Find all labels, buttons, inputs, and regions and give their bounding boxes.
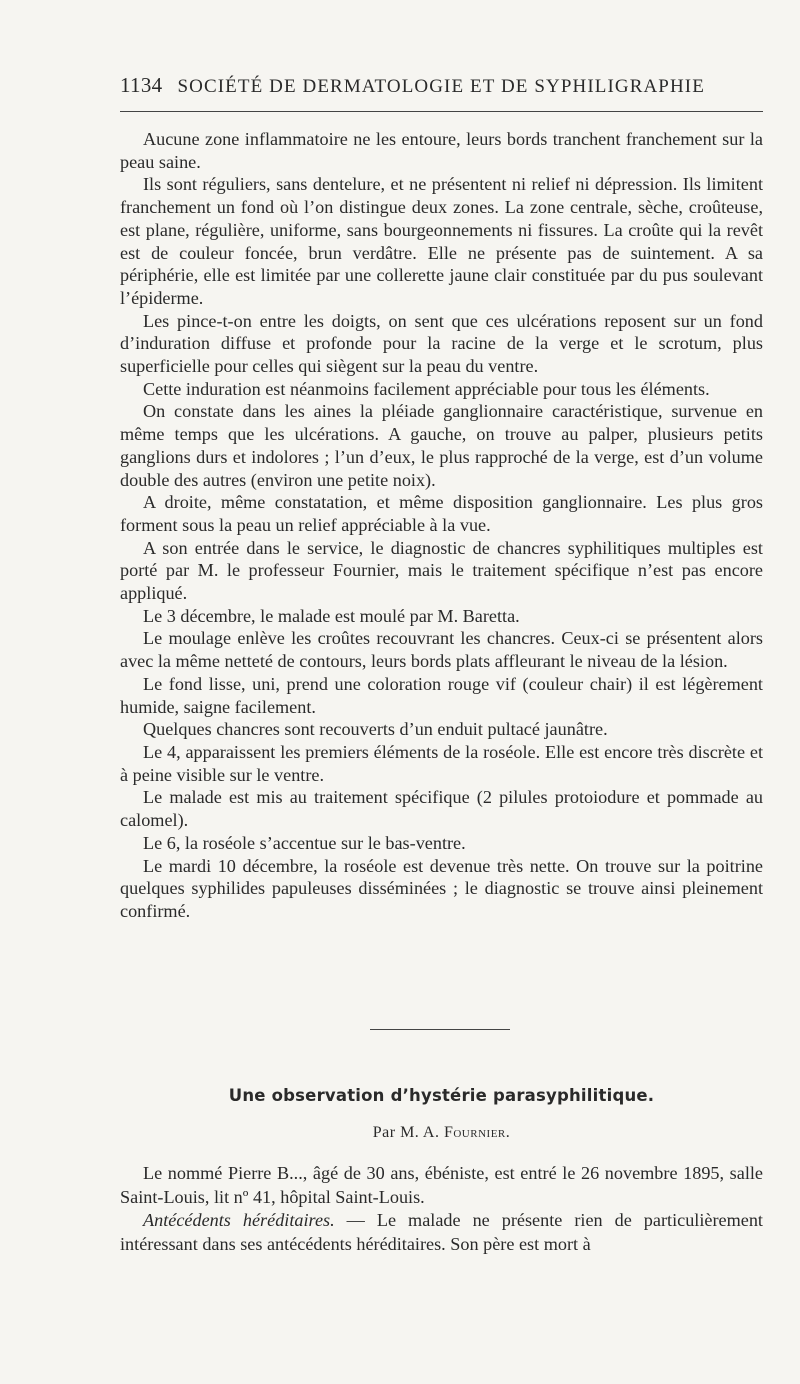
paragraph: Les pince-t-on entre les doigts, on sent que ces ulcérations reposent sur un fond d’induration diffuse et profonde pour la racine de la verge et le scrotum, plus superficielle pour celles qui siègent sur la peau du ventre. <box>120 310 763 377</box>
article-author <box>120 1124 763 1142</box>
paragraph: Le 6, la roséole s’accentue sur le bas-ventre. <box>143 832 466 853</box>
paragraph: Le malade est mis au traitement spécifique (2 pilules protoiodure et pommade au calomel). <box>120 787 763 831</box>
article-title: Une observation d’hystérie parasyphilitique. <box>228 1086 655 1105</box>
section-separator <box>370 1029 510 1030</box>
paragraph: Le 3 décembre, le malade est moulé par M. Baretta. <box>143 605 520 626</box>
paragraph: Le fond lisse, uni, prend une coloration rouge vif (couleur chair) il est légèrement humide, saigne facilement. <box>120 673 763 717</box>
paragraph: Quelques chancres sont recouverts d’un enduit pultacé jaunâtre. <box>143 719 608 740</box>
author-prefix: Par M. A. <box>372 1124 440 1141</box>
paragraph-text: — Le malade ne présente rien de particulièrement intéressant dans ses antécédents héréditaires. Son père est mort à <box>120 1210 763 1254</box>
page-number: 1134 <box>120 73 163 97</box>
paragraph: Le mardi 10 décembre, la roséole est devenue très nette. On trouve sur la poitrine quelques syphilides papuleuses disséminées ; le diagnostic se trouve ainsi pleinement confirmé. <box>120 855 763 921</box>
paragraph: Le nommé Pierre B..., âgé de 30 ans, ébéniste, est entré le 26 novembre 1895, salle Saint-Louis, lit nº 41, hôpital Saint-Louis. <box>120 1163 763 1207</box>
section-heading-italic: Antécédents héréditaires. <box>143 1210 335 1230</box>
paragraph <box>120 1209 763 1256</box>
paragraph: A droite, même constatation, et même disposition ganglionnaire. Les plus gros forment sous la peau un relief appréciable à la vue. <box>120 492 763 535</box>
paragraph: On constate dans les aines la pléiade ganglionnaire caractéristique, survenue en même temps que les ulcérations. A gauche, on trouve au palper, plusieurs petits ganglions durs et indolores ; l’un d’eux, le plus rapproché de la verge, est d’un volume double des autres (environ une petite noix). <box>120 401 763 490</box>
paragraph: Ils sont réguliers, sans dentelure, et ne présentent ni relief ni dépression. Ils limitent franchement un fond où l’on distingue deux zones. La zone centrale, sèche, croûteuse, est plane, régulière, uniforme, sans bourgeonnements ni fissures. La croûte qui la revêt est de couleur foncée, brun verdâtre. Elle ne présente pas de suintement. A sa périphérie, elle est limitée par une collerette jaune clair constituée par du pus soulevant l’épiderme. <box>120 174 763 308</box>
article-body <box>120 1162 763 1256</box>
paragraph: Le moulage enlève les croûtes recouvrant les chancres. Ceux-ci se présentent alors avec la même netteté de contours, leurs bords plats affleurant le niveau de la lésion. <box>120 628 763 672</box>
author-name: Fournier. <box>443 1124 511 1141</box>
header-rule <box>120 111 763 112</box>
paragraph: Le 4, apparaissent les premiers éléments de la roséole. Elle est encore très discrète et à peine visible sur le ventre. <box>120 741 763 785</box>
running-title: SOCIÉTÉ DE DERMATOLOGIE ET DE SYPHILIGRAPHIE <box>177 76 705 97</box>
paragraph: Aucune zone inflammatoire ne les entoure, leurs bords tranchent franchement sur la peau saine. <box>120 129 763 172</box>
case-report-body <box>120 128 763 923</box>
paragraph: A son entrée dans le service, le diagnostic de chancres syphilitiques multiples est porté par M. le professeur Fournier, mais le traitement spécifique n’est pas encore appliqué. <box>120 537 763 604</box>
running-header <box>120 73 763 98</box>
paragraph: Cette induration est néanmoins facilement appréciable pour tous les éléments. <box>143 378 710 399</box>
